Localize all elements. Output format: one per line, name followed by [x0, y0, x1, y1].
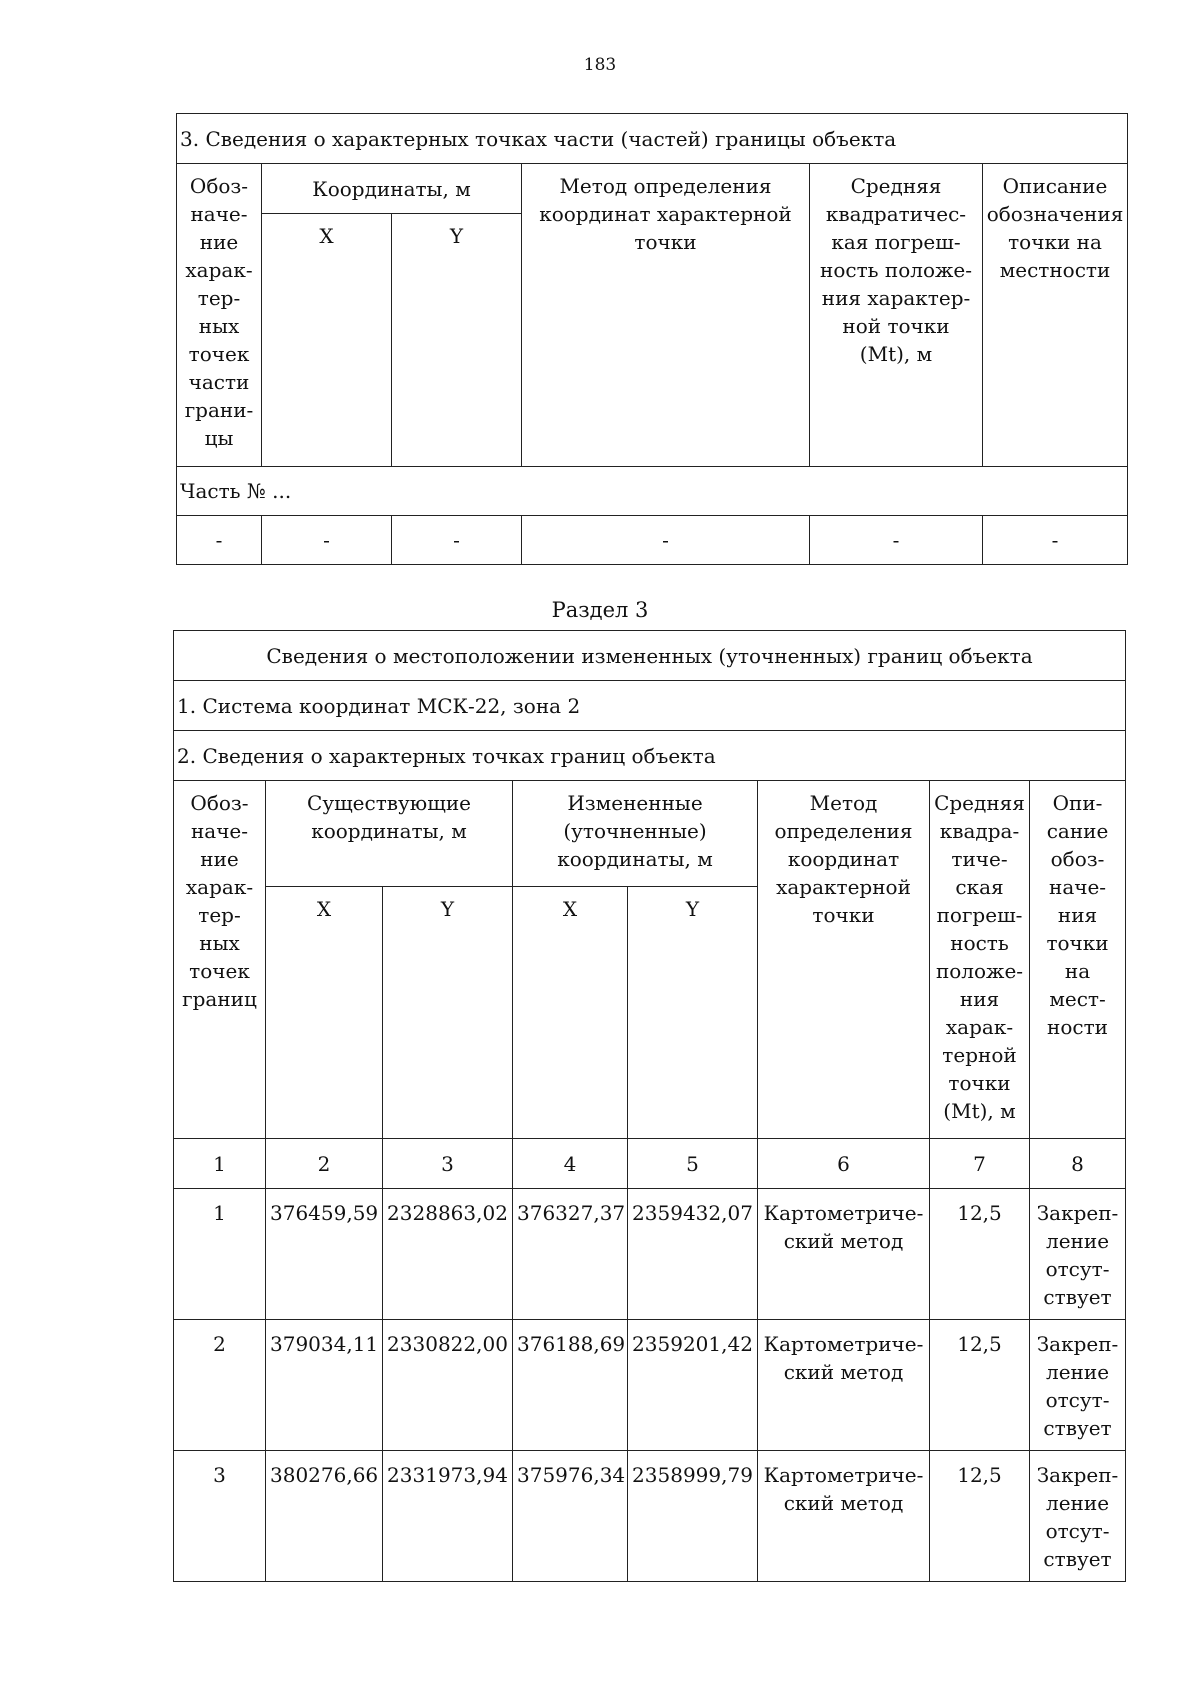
- x-existing: 376459,59: [266, 1189, 383, 1320]
- table-row: [174, 1189, 1126, 1320]
- table2-header-designation: Обоз- наче- ние харак- тер- ных точек границ: [174, 781, 266, 1139]
- column-number: 8: [1030, 1139, 1126, 1189]
- page-number: 183: [583, 55, 617, 75]
- column-number: 7: [930, 1139, 1030, 1189]
- section-heading: Раздел 3: [551, 598, 649, 622]
- table1-header-y: Y: [392, 214, 522, 467]
- x-changed: 376327,37: [513, 1189, 628, 1320]
- table1-header-description: Описание обозначения точки на местности: [983, 164, 1128, 467]
- y-changed: 2358999,79: [628, 1451, 758, 1582]
- table1-cell: -: [522, 516, 810, 565]
- y-existing: 2330822,00: [383, 1320, 513, 1451]
- table2-header-x-existing: X: [266, 887, 383, 1139]
- table2-title: Сведения о местоположении измененных (уточненных) границ объекта: [174, 631, 1126, 681]
- x-existing: 379034,11: [266, 1320, 383, 1451]
- method: Картометриче- ский метод: [758, 1320, 930, 1451]
- table2-header-x-changed: X: [513, 887, 628, 1139]
- x-existing: 380276,66: [266, 1451, 383, 1582]
- x-changed: 376188,69: [513, 1320, 628, 1451]
- point-id: 2: [174, 1320, 266, 1451]
- table1-header-designation: Обоз- наче- ние харак- тер- ных точек части грани- цы: [177, 164, 262, 467]
- changed-boundaries-table: [173, 630, 1126, 1582]
- table1-header-error: Средняя квадратичес- кая погреш- ность положе- ния характер- ной точки (Mt), м: [810, 164, 983, 467]
- table1-cell: -: [262, 516, 392, 565]
- table2-header-changed: Измененные (уточненные) координаты, м: [513, 781, 758, 887]
- table1-header-method: Метод определения координат характерной точки: [522, 164, 810, 467]
- y-changed: 2359432,07: [628, 1189, 758, 1320]
- table1-part-label: Часть № ...: [177, 467, 1128, 516]
- description: Закреп- ление отсут- ствует: [1030, 1451, 1126, 1582]
- table2-header-error: Средняя квадра- тиче- ская погреш- ность положе- ния харак- терной точки (Mt), м: [930, 781, 1030, 1139]
- description: Закреп- ление отсут- ствует: [1030, 1320, 1126, 1451]
- method: Картометриче- ский метод: [758, 1189, 930, 1320]
- table1-title: 3. Сведения о характерных точках части (частей) границы объекта: [177, 114, 1128, 164]
- table2-header-description: Опи- сание обоз- наче- ния точки на мест- ности: [1030, 781, 1126, 1139]
- table1-cell: -: [810, 516, 983, 565]
- column-number: 5: [628, 1139, 758, 1189]
- column-number: 2: [266, 1139, 383, 1189]
- error: 12,5: [930, 1451, 1030, 1582]
- table2-header-y-existing: Y: [383, 887, 513, 1139]
- y-existing: 2331973,94: [383, 1451, 513, 1582]
- column-number: 6: [758, 1139, 930, 1189]
- method: Картометриче- ский метод: [758, 1451, 930, 1582]
- point-id: 1: [174, 1189, 266, 1320]
- y-existing: 2328863,02: [383, 1189, 513, 1320]
- table2-header-method: Метод определения координат характерной точки: [758, 781, 930, 1139]
- table2-subtitle: 2. Сведения о характерных точках границ объекта: [174, 731, 1126, 781]
- table1-header-x: X: [262, 214, 392, 467]
- column-number: 4: [513, 1139, 628, 1189]
- table-row: [174, 1451, 1126, 1582]
- table1-cell: -: [392, 516, 522, 565]
- error: 12,5: [930, 1189, 1030, 1320]
- table1-cell: -: [983, 516, 1128, 565]
- column-number: 1: [174, 1139, 266, 1189]
- point-id: 3: [174, 1451, 266, 1582]
- description: Закреп- ление отсут- ствует: [1030, 1189, 1126, 1320]
- characteristic-points-part-table: [176, 113, 1128, 565]
- table1-cell: -: [177, 516, 262, 565]
- table2-header-existing: Существующие координаты, м: [266, 781, 513, 887]
- x-changed: 375976,34: [513, 1451, 628, 1582]
- table-row: [174, 1320, 1126, 1451]
- error: 12,5: [930, 1320, 1030, 1451]
- y-changed: 2359201,42: [628, 1320, 758, 1451]
- table2-header-y-changed: Y: [628, 887, 758, 1139]
- table2-coordinate-system: 1. Система координат МСК-22, зона 2: [174, 681, 1126, 731]
- table1-header-coordinates: Координаты, м: [262, 164, 522, 214]
- column-number: 3: [383, 1139, 513, 1189]
